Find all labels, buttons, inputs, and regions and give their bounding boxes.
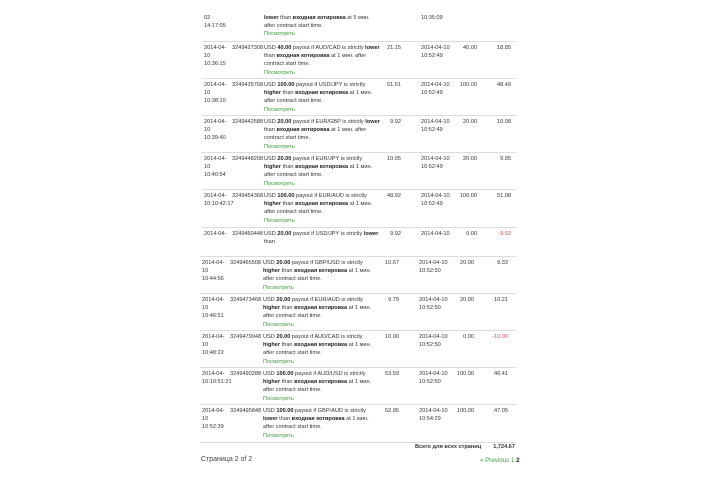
row-separator <box>202 152 516 153</box>
trade-description: USD 100.00 payout if USD/JPY is strictly higher than входная котировка at 1 мин. after contract start time. Посмотреть <box>264 81 380 114</box>
payout-amount: 0.00 <box>463 334 474 340</box>
profit-loss: -10.00 <box>492 334 508 340</box>
view-link[interactable]: Посмотреть <box>264 217 295 224</box>
current-page: 2 <box>516 457 520 464</box>
profit-loss: -9.92 <box>498 231 511 237</box>
profit-loss: 51.08 <box>497 193 511 199</box>
row-separator <box>202 78 516 79</box>
payout-amount: 100.00 <box>459 82 477 88</box>
view-link[interactable]: Посмотреть <box>263 284 294 291</box>
trade-id: 3249454368 <box>232 193 264 199</box>
purchase-price: 48.92 <box>387 193 401 199</box>
payout-amount: 20.00 <box>463 119 477 125</box>
purchase-price: 10.00 <box>385 334 399 340</box>
view-link[interactable]: Посмотреть <box>264 31 295 38</box>
expiry-time: 2014-04-10 10:52:50 <box>419 371 448 386</box>
trade-description: USD 40.00 payout if AUD/CAD is strictly lower than входная котировка at 1 мин. after contract start time. Посмотреть <box>264 45 380 76</box>
trade-date: 02 14:17:05 <box>204 15 226 30</box>
trade-date: 2014-04- 10 10:48:22 <box>202 334 225 357</box>
purchase-price: 9.92 <box>390 231 401 237</box>
profit-loss: 48.49 <box>497 82 511 88</box>
profit-loss: 10.08 <box>497 119 511 125</box>
view-link[interactable]: Посмотреть <box>264 143 295 150</box>
purchase-price: 9.79 <box>388 297 399 303</box>
trade-description: USD 20.00 payout if EUR/JPY is strictly higher than входная котировка at 1 мин. after contract start time. Посмотреть <box>264 155 380 188</box>
payout-amount: 100.00 <box>459 193 477 199</box>
purchase-price: 51.51 <box>387 82 401 88</box>
profit-loss: 46.41 <box>494 371 508 377</box>
row-separator <box>202 41 516 42</box>
trade-id: 3249435768 <box>232 82 264 88</box>
row-separator <box>202 115 516 116</box>
trade-id: 3249460448 <box>232 231 264 237</box>
profit-loss: 9.95 <box>500 156 511 162</box>
trade-description: USD 20.00 payout if EUR/GBP is strictly lower than входная котировка at 1 мин. after contract start time. Посмотреть <box>264 119 380 150</box>
purchase-price: 10.05 <box>387 156 401 162</box>
row-separator <box>200 256 516 257</box>
row-separator <box>200 404 516 405</box>
trade-date: 2014-04- 10 10:40:54 <box>204 156 227 179</box>
pagination <box>480 457 520 464</box>
total-label: Всего для всех страниц <box>415 444 482 450</box>
purchase-price: 52.95 <box>385 408 399 414</box>
expiry-time: 2014-04-10 10:52:49 <box>421 45 450 60</box>
trade-id: 3249442688 <box>232 119 264 125</box>
trade-date: 2014-04- 10:10:51:21 <box>202 371 232 386</box>
trade-date: 2014-04- 10 10:39:40 <box>204 119 227 142</box>
expiry-time: 2014-04-10 10:52:49 <box>421 119 450 134</box>
total-value: 1,724.67 <box>493 444 515 450</box>
expiry-time: 2014-04-10 10:52:49 <box>421 82 450 97</box>
view-link[interactable]: Посмотреть <box>264 69 295 76</box>
previous-page-link[interactable]: « Previous <box>480 457 510 464</box>
page-indicator: Страница 2 of 2 <box>201 456 253 463</box>
purchase-price: 10.67 <box>385 260 399 266</box>
purchase-price: 53.59 <box>385 371 399 377</box>
row-separator <box>202 227 516 228</box>
trade-id: 3249473468 <box>230 297 262 303</box>
profit-loss: 10.21 <box>494 297 508 303</box>
trade-id: 3249427308 <box>232 45 264 51</box>
trade-date: 2014-04- 10 10:36:15 <box>204 45 227 68</box>
page-1-link[interactable]: 1 <box>510 457 515 464</box>
view-link[interactable]: Посмотреть <box>264 180 295 187</box>
purchase-price: 21.15 <box>387 45 401 51</box>
view-link[interactable]: Посмотреть <box>263 358 294 365</box>
trade-date: 2014-04- 10:10:42:17 <box>204 193 234 208</box>
profit-loss: 18.85 <box>497 45 511 51</box>
payout-amount: 20.00 <box>463 156 477 162</box>
expiry-time: 2014-04-10 10:52:50 <box>419 334 448 349</box>
trade-id: 3249490288 <box>230 371 262 377</box>
trade-description: USD 20.00 payout if USD/JPY is strictly lower than <box>264 231 379 246</box>
expiry-time: 2014-04-10 10:52:49 <box>421 193 450 208</box>
row-separator <box>200 330 516 331</box>
expiry-time: 2014-04-10 <box>421 231 450 237</box>
expiry-time: 2014-04-10 10:52:49 <box>421 156 450 171</box>
trade-description: USD 100.00 payout if EUR/AUD is strictly higher than входная котировка at 1 мин. after contract start time. Посмотреть <box>264 192 380 225</box>
trade-description: USD 20.00 payout if GBP/USD is strictly higher than входная котировка at 1 мин. after contract start time. Посмотреть <box>263 259 379 292</box>
total-row <box>415 443 515 452</box>
trade-description: USD 20.00 payout if AUD/CAD is strictly higher than входная котировка at 1 мин. after contract start time. Посмотреть <box>263 333 379 366</box>
view-link[interactable]: Посмотреть <box>263 432 294 439</box>
view-link[interactable]: Посмотреть <box>264 106 295 113</box>
trade-description: lower than входная котировка at 5 мин. after contract start time. Посмотреть <box>264 14 380 39</box>
expiry-time: 2014-04-10 10:52:50 <box>419 260 448 275</box>
payout-amount: 20.00 <box>460 260 474 266</box>
trade-date: 2014-04- 10 10:46:51 <box>202 297 225 320</box>
payout-amount: 100.00 <box>456 408 474 414</box>
payout-amount: 40.00 <box>463 45 477 51</box>
profit-loss: 47.05 <box>494 408 508 414</box>
trade-date: 2014-04- <box>204 231 227 237</box>
purchase-price: 9.92 <box>390 119 401 125</box>
trade-date: 2014-04- 10 10:38:10 <box>204 82 227 105</box>
expiry-time: 2014-04-10 10:52:50 <box>419 297 448 312</box>
trade-description: USD 100.00 payout if GBP/AUD is strictly lower than входная котировка at 1 мин. after contract start time. Посмотреть <box>263 407 379 440</box>
trade-id: 3249495848 <box>230 408 262 414</box>
trade-date: 2014-04- 10 10:44:56 <box>202 260 225 283</box>
trade-id: 3249465508 <box>230 260 262 266</box>
payout-amount: 100.00 <box>456 371 474 377</box>
expiry-time: 2014-04-10 10:54:29 <box>419 408 448 423</box>
profit-loss: 9.33 <box>497 260 508 266</box>
view-link[interactable]: Посмотреть <box>263 395 294 402</box>
payout-amount: 20.00 <box>460 297 474 303</box>
trade-id: 3249448208 <box>232 156 264 162</box>
trade-description: USD 100.00 payout if AUD/USD is strictly higher than входная котировка at 1 мин. after contract start time. Посмотреть <box>263 370 379 403</box>
expiry-time: 10:35:09 <box>421 15 443 21</box>
view-link[interactable]: Посмотреть <box>263 321 294 328</box>
trade-id: 3249479048 <box>230 334 262 340</box>
row-separator <box>200 367 516 368</box>
trade-description: USD 20.00 payout if EUR/AUD is strictly higher than входная котировка at 1 мин. after contract start time. Посмотреть <box>263 296 379 329</box>
row-separator <box>202 189 516 190</box>
payout-amount: 0.00 <box>466 231 477 237</box>
row-separator <box>200 293 516 294</box>
trade-date: 2014-04- 10 10:52:39 <box>202 408 225 431</box>
